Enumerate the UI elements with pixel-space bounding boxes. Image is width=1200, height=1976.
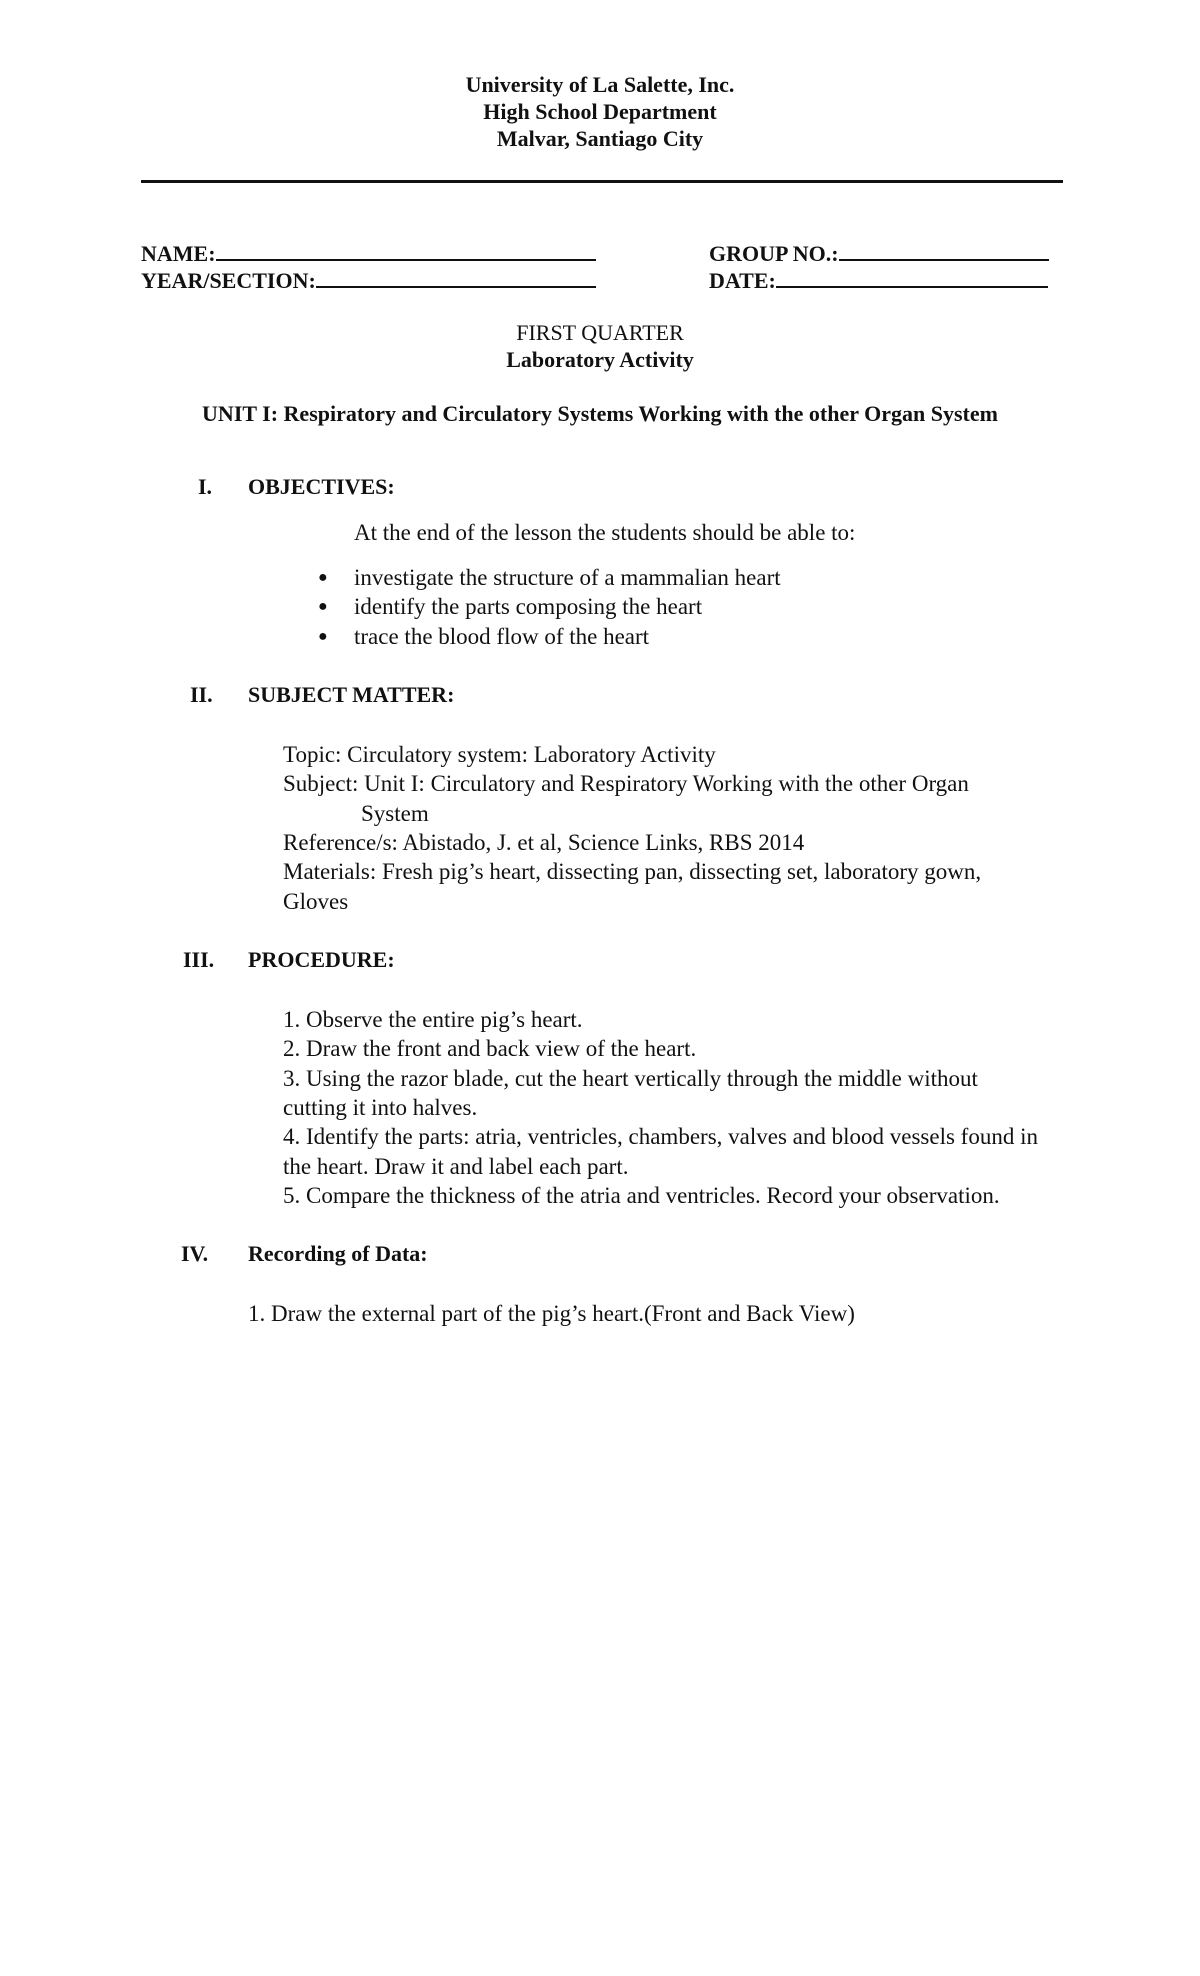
activity-title: Laboratory Activity [506,347,694,372]
objectives-intro: At the end of the lesson the students should be able to: [354,520,856,545]
procedure-step-continued: the heart. Draw it and label each part. [283,1154,629,1179]
recording-numeral: IV. [181,1241,209,1266]
unit-title: UNIT I: Respiratory and Circulatory Systems Working with the other Organ System [202,401,998,426]
bullet-icon: ● [318,598,328,615]
name-field [141,239,596,267]
subject-materials-continued: Gloves [283,889,349,914]
procedure-step: 3. Using the razor blade, cut the heart vertically through the middle without [283,1066,978,1091]
school-address: Malvar, Santiago City [496,126,704,151]
name-blank[interactable] [216,239,596,261]
objectives-heading: OBJECTIVES: [248,474,395,499]
year-section-field [141,266,596,294]
objective-item: identify the parts composing the heart [354,594,703,619]
subject-matter-numeral: II. [190,682,213,707]
header-divider [141,180,1063,183]
procedure-numeral: III. [183,947,215,972]
year-section-label: YEAR/SECTION: [141,268,316,293]
recording-item: 1. Draw the external part of the pig’s heart.(Front and Back View) [248,1301,855,1326]
subject-topic: Topic: Circulatory system: Laboratory Activity [283,742,716,767]
procedure-step: 4. Identify the parts: atria, ventricles, chambers, valves and blood vessels found in [283,1124,1038,1149]
date-blank[interactable] [776,266,1048,288]
objective-item: trace the blood flow of the heart [354,624,650,649]
department-name: High School Department [483,99,717,124]
objective-item: investigate the structure of a mammalian heart [354,565,781,590]
objectives-numeral: I. [198,474,213,499]
procedure-step: 2. Draw the front and back view of the heart. [283,1036,697,1061]
bullet-icon: ● [318,628,328,645]
procedure-step: 5. Compare the thickness of the atria and ventricles. Record your observation. [283,1183,1000,1208]
quarter-title: FIRST QUARTER [516,320,684,345]
recording-heading: Recording of Data: [248,1241,428,1266]
group-field [709,239,1049,267]
subject-reference: Reference/s: Abistado, J. et al, Science Links, RBS 2014 [283,830,805,855]
year-section-blank[interactable] [316,266,596,288]
name-label: NAME: [141,241,216,266]
subject-materials: Materials: Fresh pig’s heart, dissecting pan, dissecting set, laboratory gown, [283,859,982,884]
procedure-step-continued: cutting it into halves. [283,1095,478,1120]
date-label: DATE: [709,268,776,293]
subject-matter-heading: SUBJECT MATTER: [248,682,455,707]
procedure-heading: PROCEDURE: [248,947,395,972]
subject-subject-continued: System [361,801,429,826]
subject-subject: Subject: Unit I: Circulatory and Respiratory Working with the other Organ [283,771,969,796]
procedure-step: 1. Observe the entire pig’s heart. [283,1007,583,1032]
date-field [709,266,1048,294]
group-label: GROUP NO.: [709,241,839,266]
group-blank[interactable] [839,239,1049,261]
university-name: University of La Salette, Inc. [465,72,735,97]
bullet-icon: ● [318,569,328,586]
